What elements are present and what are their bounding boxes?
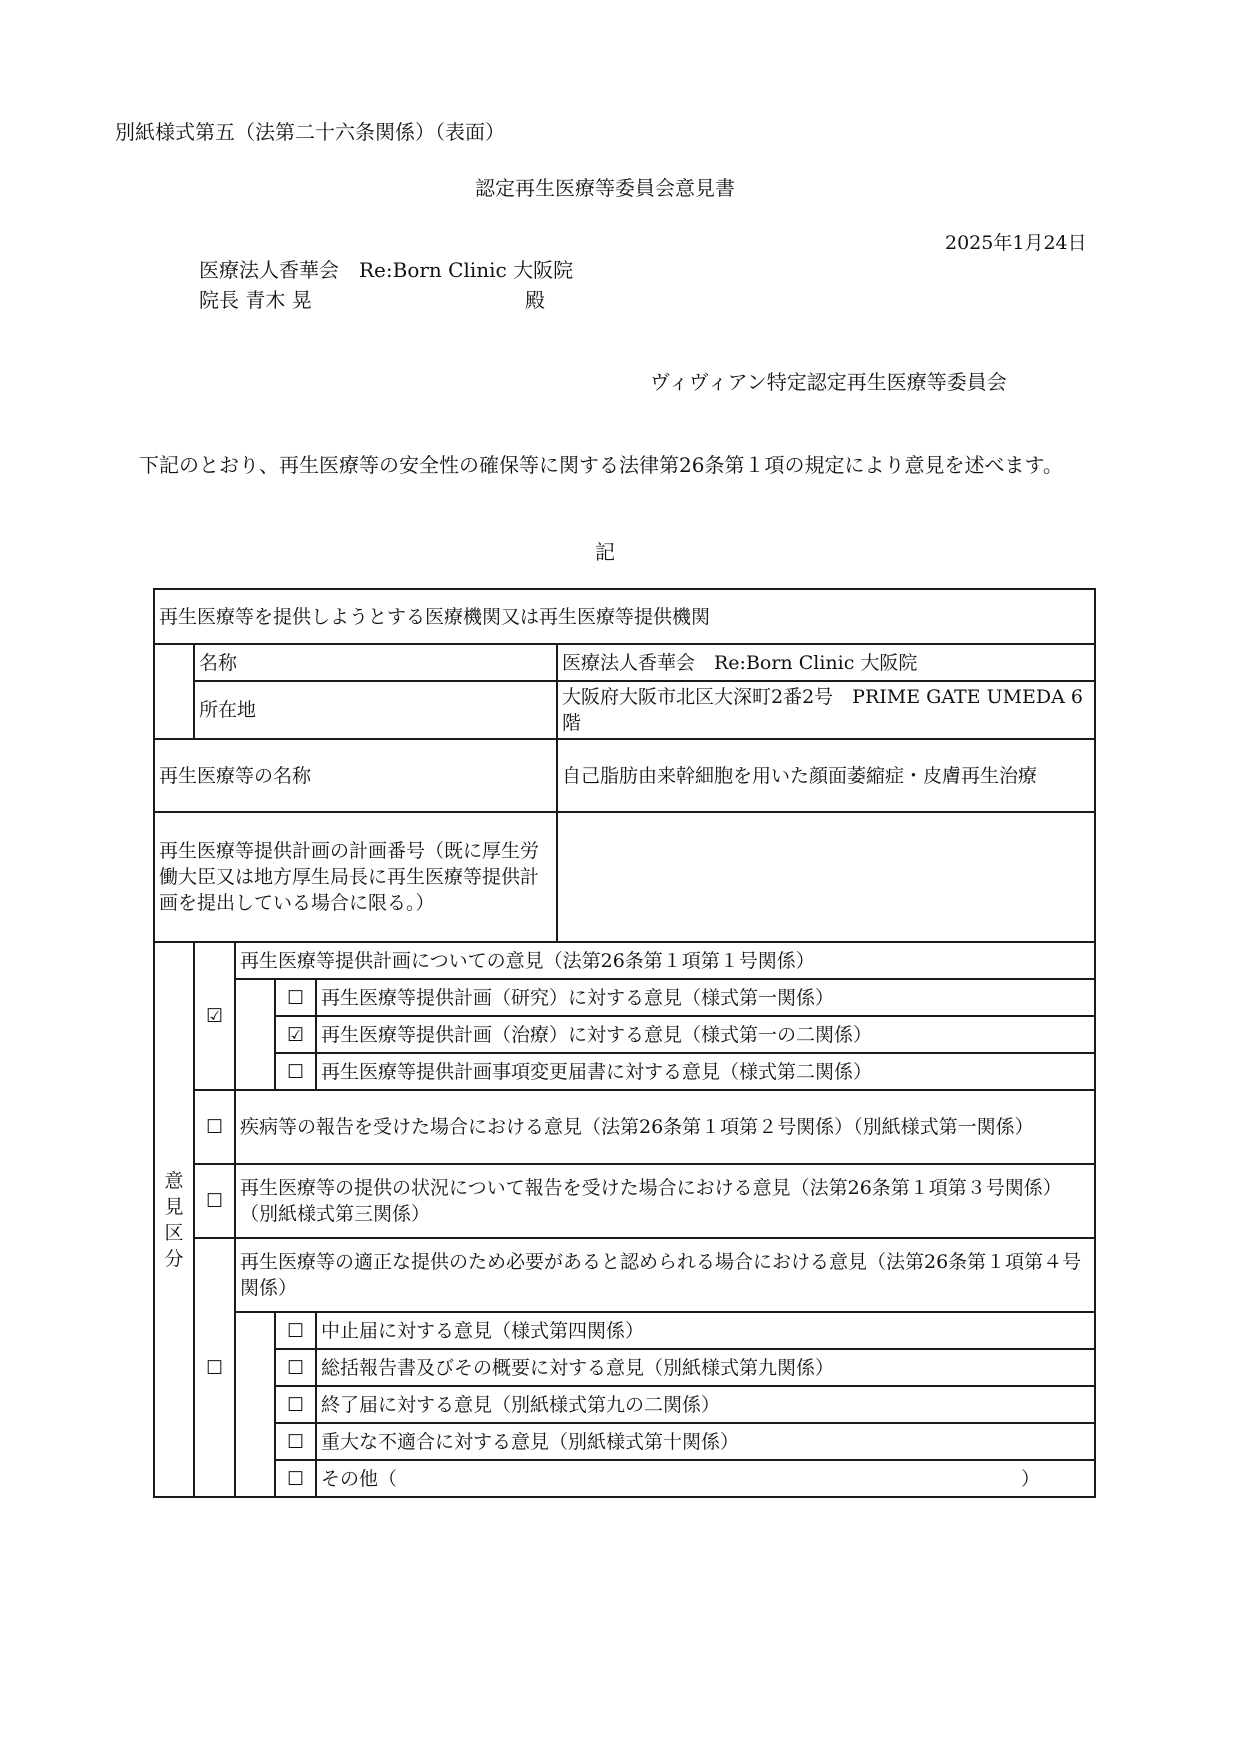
- section-4-header-row: [154, 1238, 1095, 1312]
- section-1-checkbox[interactable]: ☑: [194, 942, 235, 1090]
- opinion-form-table: [153, 588, 1096, 1498]
- section-4-item-5-label: その他（: [321, 1467, 398, 1490]
- institution-header-row: [154, 589, 1095, 644]
- institution-header: 再生医療等を提供しようとする医療機関又は再生医療等提供機関: [154, 589, 1095, 644]
- sender-committee: ヴィヴィアン特定認定再生医療等委員会: [650, 370, 1007, 394]
- ki-heading: 記: [595, 540, 615, 564]
- section-1-header-row: [154, 942, 1095, 979]
- section-4-item-1-label: 中止届に対する意見（様式第四関係）: [316, 1312, 1095, 1349]
- section-1-item-2-label: 再生医療等提供計画（治療）に対する意見（様式第一の二関係）: [316, 1016, 1095, 1053]
- recipient-honorific: 殿: [525, 288, 545, 312]
- form-reference: 別紙様式第五（法第二十六条関係）（表面）: [115, 120, 505, 144]
- recipient-institution: 医療法人香華会 Re:Born Clinic 大阪院: [199, 258, 574, 282]
- section-4-item-2-checkbox[interactable]: ☐: [275, 1349, 316, 1386]
- section-4-item-3-label: 終了届に対する意見（別紙様式第九の二関係）: [316, 1386, 1095, 1423]
- opinion-category-label: 意 見 区 分: [154, 942, 194, 1497]
- document-date: 2025年1月24日: [945, 232, 1087, 254]
- section-1-item-2-row: [154, 1016, 1095, 1053]
- indent-cell: [154, 644, 194, 739]
- section-4-indent: [235, 1312, 275, 1497]
- section-2-label: 疾病等の報告を受けた場合における意見（法第26条第１項第２号関係）（別紙様式第一関係）: [235, 1090, 1095, 1164]
- section-4-label: 再生医療等の適正な提供のため必要があると認められる場合における意見（法第26条第１項第４号関係）: [235, 1238, 1095, 1312]
- section-4-item-4-label: 重大な不適合に対する意見（別紙様式第十関係）: [316, 1423, 1095, 1460]
- section-1-item-1-label: 再生医療等提供計画（研究）に対する意見（様式第一関係）: [316, 979, 1095, 1016]
- section-4-item-1-checkbox[interactable]: ☐: [275, 1312, 316, 1349]
- section-4-item-5-cell: [316, 1460, 1095, 1497]
- address-value: 大阪府大阪市北区大深町2番2号 PRIME GATE UMEDA 6階: [557, 681, 1095, 739]
- intro-paragraph: 下記のとおり、再生医療等の安全性の確保等に関する法律第26条第１項の規定により意見を述べます。: [139, 453, 1063, 477]
- therapy-label: 再生医療等の名称: [154, 739, 557, 812]
- address-label: 所在地: [194, 681, 557, 739]
- section-1-indent: [235, 979, 275, 1090]
- section-4-checkbox[interactable]: ☐: [194, 1238, 235, 1497]
- section-3-row: [154, 1164, 1095, 1238]
- section-1-label: 再生医療等提供計画についての意見（法第26条第１項第１号関係）: [235, 942, 1095, 979]
- section-3-label: 再生医療等の提供の状況について報告を受けた場合における意見（法第26条第１項第３号関係）（別紙様式第三関係）: [235, 1164, 1095, 1238]
- name-value: 医療法人香華会 Re:Born Clinic 大阪院: [557, 644, 1095, 681]
- section-4-item-5-checkbox[interactable]: ☐: [275, 1460, 316, 1497]
- institution-address-row: [154, 681, 1095, 739]
- therapy-row: [154, 739, 1095, 812]
- section-2-row: [154, 1090, 1095, 1164]
- document-title: 認定再生医療等委員会意見書: [475, 176, 735, 200]
- plan-number-label: 再生医療等提供計画の計画番号（既に厚生労働大臣又は地方厚生局長に再生医療等提供計画を提出している場合に限る。）: [154, 812, 557, 942]
- section-4-item-4-checkbox[interactable]: ☐: [275, 1423, 316, 1460]
- plan-number-value[interactable]: [557, 812, 1095, 942]
- section-3-checkbox[interactable]: ☐: [194, 1164, 235, 1238]
- section-2-checkbox[interactable]: ☐: [194, 1090, 235, 1164]
- section-1-item-2-checkbox[interactable]: ☑: [275, 1016, 316, 1053]
- section-1-item-1-row: [154, 979, 1095, 1016]
- section-4-item-2-label: 総括報告書及びその概要に対する意見（別紙様式第九関係）: [316, 1349, 1095, 1386]
- section-1-item-1-checkbox[interactable]: ☐: [275, 979, 316, 1016]
- section-1-item-3-row: [154, 1053, 1095, 1090]
- section-4-item-5-row: [154, 1460, 1095, 1497]
- section-1-item-3-checkbox[interactable]: ☐: [275, 1053, 316, 1090]
- section-1-item-3-label: 再生医療等提供計画事項変更届書に対する意見（様式第二関係）: [316, 1053, 1095, 1090]
- section-4-item-3-checkbox[interactable]: ☐: [275, 1386, 316, 1423]
- institution-name-row: [154, 644, 1095, 681]
- recipient-director: 院長 青木 晃: [199, 288, 312, 312]
- section-4-item-5-close: ）: [1021, 1467, 1041, 1490]
- therapy-value: 自己脂肪由来幹細胞を用いた顔面萎縮症・皮膚再生治療: [557, 739, 1095, 812]
- section-4-item-1-row: [154, 1312, 1095, 1349]
- section-4-item-2-row: [154, 1349, 1095, 1386]
- name-label: 名称: [194, 644, 557, 681]
- section-4-item-4-row: [154, 1423, 1095, 1460]
- plan-number-row: [154, 812, 1095, 942]
- section-4-item-3-row: [154, 1386, 1095, 1423]
